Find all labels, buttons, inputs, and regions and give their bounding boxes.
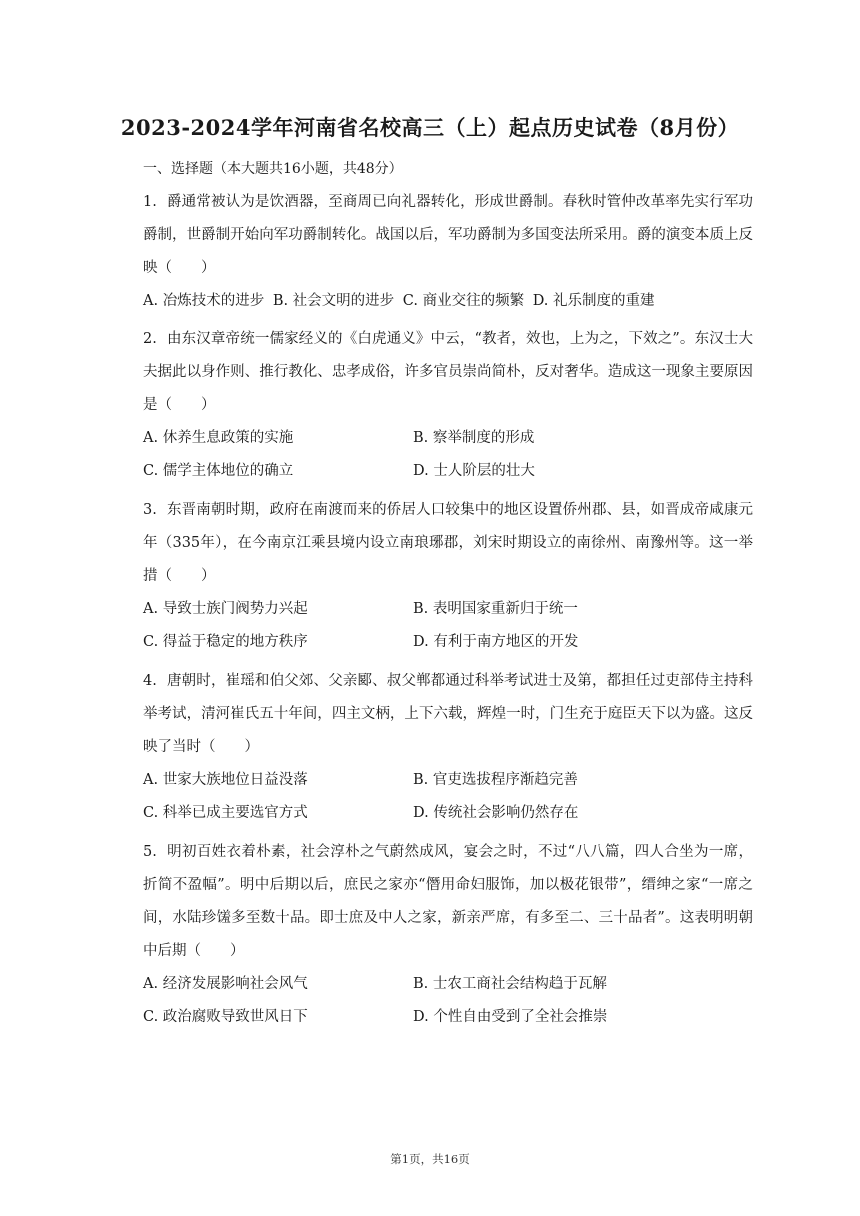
question-number: 4. [143,673,157,689]
page-footer: 第1页，共16页 [390,1152,470,1166]
option-a[interactable]: A. 世家大族地位日益没落 [143,772,308,788]
option-c[interactable]: C. 科举已成主要选官方式 [143,805,308,821]
question-stem [143,836,753,968]
option-d[interactable]: D. 个性自由受到了全社会推崇 [413,1009,608,1025]
option-d[interactable]: D. 传统社会影响仍然存在 [413,805,579,821]
option-b[interactable]: B. 察举制度的形成 [413,430,535,446]
option-c[interactable]: C. 政治腐败导致世风日下 [143,1009,308,1025]
option-b[interactable]: B. 官吏选拔程序渐趋完善 [413,772,578,788]
question-5 [143,836,753,1034]
option-a[interactable]: A. 导致士族门阀势力兴起 [143,601,308,617]
option-grid [143,422,753,488]
page-title: 2023-2024学年河南省名校高三（上）起点历史试卷（8月份） [120,115,740,140]
question-number: 3. [143,502,157,518]
option-b[interactable]: B. 士农工商社会结构趋于瓦解 [413,976,607,992]
question-text: 由东汉章帝统一儒家经义的《白虎通义》中云，“教者，效也，上为之，下效之”。东汉士大夫据此以身作则、推行教化、忠孝成俗，许多官员崇尚简朴，反对奢华。造成这一现象主要原因是（ ） [143,331,753,413]
option-c[interactable]: C. 得益于稳定的地方秩序 [143,634,308,650]
question-list [143,186,753,1040]
option-d[interactable]: D. 礼乐制度的重建 [532,293,655,309]
question-stem [143,323,753,422]
question-4 [143,665,753,830]
question-text: 爵通常被认为是饮酒器，至商周已向礼器转化，形成世爵制。春秋时管仲改革率先实行军功爵制，世爵制开始向军功爵制转化。战国以后，军功爵制为多国变法所采用。爵的演变本质上反映（ ） [143,194,753,276]
option-a[interactable]: A. 休养生息政策的实施 [143,430,294,446]
question-number: 2. [143,331,157,347]
option-c[interactable]: C. 儒学主体地位的确立 [143,463,294,479]
question-2 [143,323,753,488]
option-b[interactable]: B. 社会文明的进步 [272,293,395,309]
question-text: 明初百姓衣着朴素，社会淳朴之气蔚然成风，宴会之时，不过“八八篇，四人合坐为一席，折简不盈幅”。明中后期以后，庶民之家亦“僭用命妇服饰，加以极花银带”，缙绅之家“一席之间，水陆珍馐多至数十品。即士庶及中人之家，新亲严席，有多至二、三十品者”。这表明明朝中后期（ ） [143,844,753,959]
option-grid [143,593,753,659]
question-text: 唐朝时，崔瑶和伯父郊、父亲郾、叔父郸都通过科举考试进士及第，都担任过吏部侍主持科举考试，清河崔氏五十年间，四主文柄，上下六载，辉煌一时，门生充于庭臣天下以为盛。这反映了当时（ ） [143,673,753,755]
question-number: 1. [143,194,157,210]
question-stem [143,186,753,285]
option-a[interactable]: A. 经济发展影响社会风气 [143,976,308,992]
question-text: 东晋南朝时期，政府在南渡而来的侨居人口较集中的地区设置侨州郡、县，如晋成帝咸康元年（335年），在今南京江乘县境内设立南琅琊郡，刘宋时期设立的南徐州、南豫州等。这一举措（ ） [143,502,753,584]
section-heading: 一、选择题（本大题共16小题，共48分） [143,161,403,177]
option-d[interactable]: D. 有利于南方地区的开发 [413,634,579,650]
question-number: 5. [143,844,157,860]
option-grid [143,764,753,830]
option-a[interactable]: A. 冶炼技术的进步 [143,293,265,309]
option-c[interactable]: C. 商业交往的频繁 [402,293,525,309]
question-stem [143,665,753,764]
option-row [143,285,753,317]
option-b[interactable]: B. 表明国家重新归于统一 [413,601,578,617]
option-grid [143,968,753,1034]
question-3 [143,494,753,659]
option-d[interactable]: D. 士人阶层的壮大 [413,463,535,479]
question-stem [143,494,753,593]
question-1 [143,186,753,317]
